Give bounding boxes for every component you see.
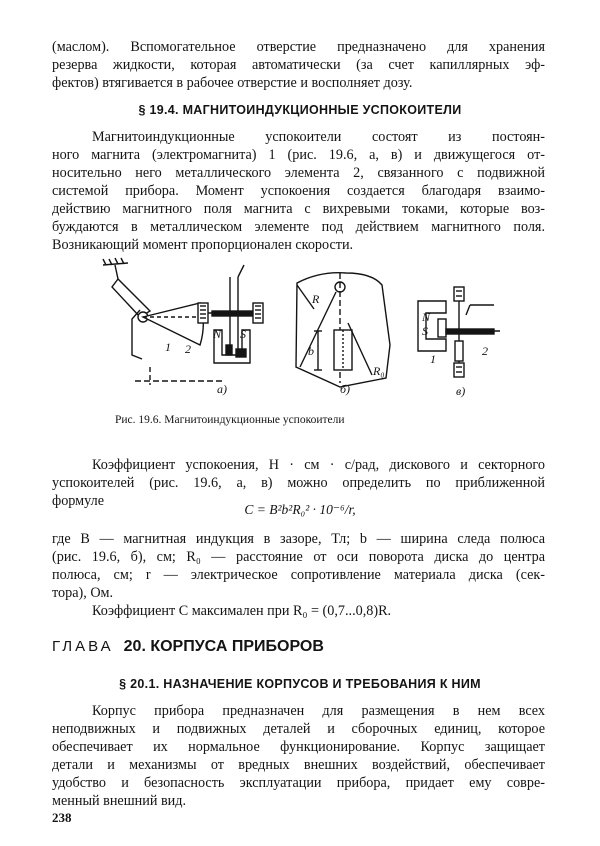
text-line: где B — магнитная индукция в зазоре, Тл; b — ширина следа полюса <box>52 531 545 547</box>
text-line: обеспечивает их нормальное функционирование. Корпус защищает <box>52 739 545 755</box>
text-line: Корпус прибора предназначен для размещения в нем всех <box>92 703 545 719</box>
text-line: резерва жидкости, которая автоматически (за счет капиллярных эф- <box>52 57 545 73</box>
text-line: буждаются в металлическом элементе под действием магнитного поля. <box>52 219 545 235</box>
text-line: носительно него металлического элемента 2, связанного с подвижной <box>52 165 545 181</box>
section-heading: § 20.1. НАЗНАЧЕНИЕ КОРПУСОВ И ТРЕБОВАНИЯ К НИМ <box>119 677 481 691</box>
label-2b: 2 <box>482 344 488 358</box>
text-line: успокоителей (рис. 19.6, а, в) можно определить по приближенной <box>52 475 545 491</box>
text-line: Возникающий момент пропорционален скорости. <box>52 237 354 253</box>
label-b: б) <box>340 382 351 396</box>
text-line: (рис. 19.6, б), см; R₀ — расстояние от оси поворота диска до центра <box>52 549 545 565</box>
text-line: тора), Ом. <box>52 585 114 601</box>
text-line: действию магнитного поля магнита с вихревыми токами, которые воз- <box>52 201 545 217</box>
text-line: ного магнита (электромагнита) 1 (рис. 19.6, а, в) и движущегося от- <box>52 147 545 163</box>
text-line: Коэффициент успокоения, Н · см · с/рад, дискового и секторного <box>92 457 545 473</box>
page-number: 238 <box>52 810 72 825</box>
section-heading: § 19.4. МАГНИТОИНДУКЦИОННЫЕ УСПОКОИТЕЛИ <box>138 103 462 117</box>
chapter-heading <box>52 638 545 656</box>
text-line: удобство и безопасность эксплуатации прибора, придает ему совре- <box>52 775 545 791</box>
text-line: детали и механизмы от вредных внешних воздействий, обеспечивает <box>52 757 545 773</box>
formula: C = B²b²R₀² · 10⁻⁶/r, <box>244 502 356 517</box>
diagram-a <box>103 258 263 385</box>
text-line: Магнитоиндукционные успокоители состоят из постоян- <box>92 129 545 145</box>
label-s: S <box>240 327 246 341</box>
text-line: формуле <box>52 493 104 509</box>
chapter-label: ГЛАВА <box>52 638 114 655</box>
figure-19-6 <box>0 255 600 407</box>
label-1b: 1 <box>430 352 436 366</box>
text-line: неподвижных и подвижных деталей и сборочных единиц, которое <box>52 721 545 737</box>
label-r: R <box>312 292 320 306</box>
text-line: менный внешний вид. <box>52 793 187 809</box>
label-v: в) <box>456 384 466 398</box>
label-a: а) <box>217 382 227 396</box>
label-2: 2 <box>185 342 191 356</box>
label-s2: S <box>422 324 428 338</box>
label-r0: R₀ <box>373 364 385 378</box>
chapter-title: 20. КОРПУСА ПРИБОРОВ <box>123 638 324 655</box>
text-line: (маслом). Вспомогательное отверстие предназначено для хранения <box>52 39 545 55</box>
label-1: 1 <box>165 340 171 354</box>
label-b-dim: b <box>308 344 314 358</box>
text-line: полюса, см; r — электрическое сопротивление материала диска (сек- <box>52 567 545 583</box>
label-n: N <box>213 327 222 341</box>
text-line: фектов) втягивается в рабочее отверстие и восполняет дозу. <box>52 75 413 91</box>
label-n2: N <box>422 310 431 324</box>
text-line: Коэффициент C максимален при R₀ = (0,7...0,8)R. <box>92 603 392 619</box>
figure-caption: Рис. 19.6. Магнитоиндукционные успокоители <box>115 414 345 426</box>
text-line: системой прибора. Момент успокоения создается благодаря взаимо- <box>52 183 545 199</box>
